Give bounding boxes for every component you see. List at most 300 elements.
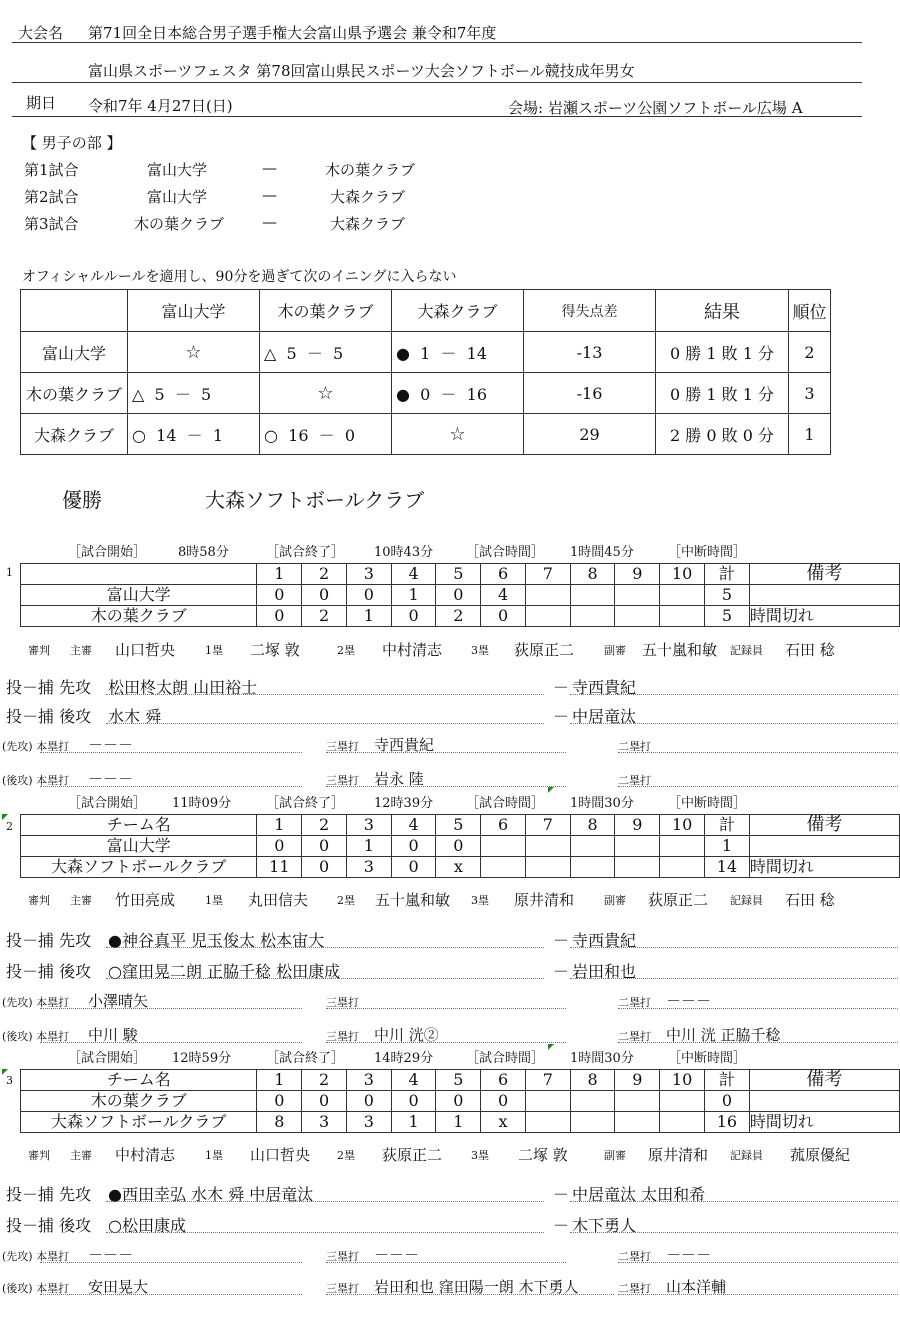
table-cell (570, 857, 615, 878)
table-cell (525, 857, 570, 878)
table-cell: 5 (705, 606, 750, 627)
table-cell: 14 (705, 857, 750, 878)
text-label: 三塁打 (326, 774, 359, 787)
table-cell: 0 (391, 836, 436, 857)
table-cell: 1 (257, 1070, 302, 1091)
text-label: 大森クラブ (330, 215, 406, 233)
text-label: 中川 洸 正脇千稔 (666, 1026, 781, 1044)
text-label: (先攻) 本塁打 (2, 996, 70, 1009)
text-label: ［試合時間］ (466, 796, 545, 811)
table-cell: 得失点差 (524, 290, 656, 332)
table-cell: 0 (705, 1091, 750, 1112)
table-cell: 4 (391, 815, 436, 836)
text-label: 岩田和也 (572, 962, 637, 981)
text-label: 中川 駿 (88, 1026, 138, 1044)
table-cell: ○ 14 － 1 (128, 414, 260, 455)
text-label: － (553, 707, 570, 726)
table-cell: 0 (302, 857, 347, 878)
table-cell: 木の葉クラブ (21, 606, 257, 627)
champion-team: 大森ソフトボールクラブ (205, 488, 425, 512)
table-cell: 備考 (749, 815, 899, 836)
text-label: 審判 (28, 644, 50, 657)
text-label: 荻原正二 (648, 891, 709, 909)
text-label: －－－ (374, 1246, 420, 1264)
text-label: 1塁 (205, 644, 223, 657)
text-label: 三塁打 (326, 1030, 359, 1043)
text-label: 木下勇人 (572, 1216, 637, 1235)
table-cell: 10 (660, 564, 705, 585)
table-cell (660, 1091, 705, 1112)
table-cell: 3 (346, 857, 391, 878)
table-cell: 0 (481, 1091, 526, 1112)
text-label: ［試合開始］ (68, 796, 147, 811)
scoreboard (20, 814, 900, 878)
text-label: ［中断時間］ (668, 1051, 747, 1066)
text-label: 岩田和也 窪田陽一朗 木下勇人 (374, 1278, 579, 1296)
standings-row (21, 414, 831, 455)
text-label: 原井清和 (648, 1146, 709, 1164)
table-cell: 計 (705, 815, 750, 836)
text-label: 中居竜汰 (572, 707, 637, 726)
table-cell: 29 (524, 414, 656, 455)
standings-table (20, 289, 831, 455)
text-label: 主審 (70, 1149, 92, 1162)
table-cell: 6 (481, 564, 526, 585)
table-cell: 0 (391, 857, 436, 878)
table-cell: チーム名 (21, 1070, 257, 1091)
text-label: 二塁打 (618, 1030, 651, 1043)
table-cell: 2 (302, 606, 347, 627)
text-label: 主審 (70, 894, 92, 907)
table-cell (660, 857, 705, 878)
scoreboard (20, 563, 900, 627)
table-cell (481, 857, 526, 878)
text-label: 3塁 (471, 644, 489, 657)
table-cell (525, 836, 570, 857)
table-cell: -13 (524, 332, 656, 373)
text-label: － (553, 1216, 570, 1235)
table-cell (525, 1112, 570, 1133)
text-label: 中川 洸② (374, 1026, 439, 1044)
division-title: 【 男子の部 】 (22, 134, 122, 152)
date-label: 期日 (26, 94, 57, 112)
table-cell: 3 (346, 1070, 391, 1091)
text-label: 大森クラブ (330, 188, 406, 206)
text-label: 菰原優紀 (790, 1146, 851, 1164)
text-label: 1時間45分 (570, 545, 634, 560)
text-label: 中居竜汰 太田和希 (572, 1185, 706, 1204)
table-cell: 0 勝 1 敗 1 分 (656, 332, 789, 373)
table-cell: 0 (346, 1091, 391, 1112)
table-cell: 0 (391, 606, 436, 627)
table-cell (570, 1091, 615, 1112)
text-label: 審判 (28, 894, 50, 907)
text-label: 副審 (604, 894, 626, 907)
score-row (21, 1112, 900, 1133)
table-cell: 0 勝 1 敗 1 分 (656, 373, 789, 414)
text-label: 二塁打 (618, 996, 651, 1009)
table-cell: 10 (660, 1070, 705, 1091)
text-label: 12時39分 (374, 796, 434, 811)
table-cell: 2 (302, 1070, 347, 1091)
text-label: － (553, 931, 570, 950)
text-label: ［試合開始］ (68, 545, 147, 560)
text-label: 富山大学 (147, 161, 208, 179)
text-label: 木の葉クラブ (134, 215, 225, 233)
score-row (21, 585, 900, 606)
table-cell (570, 606, 615, 627)
table-cell: 1 (346, 836, 391, 857)
table-cell: 0 (257, 585, 302, 606)
table-cell: 0 (436, 836, 481, 857)
table-cell: 時間切れ (749, 606, 899, 627)
text-label: 安田晃大 (88, 1278, 149, 1296)
table-cell: 木の葉クラブ (21, 373, 128, 414)
table-cell: 大森クラブ (21, 414, 128, 455)
table-cell: 1 (391, 1112, 436, 1133)
table-cell: 0 (257, 606, 302, 627)
text-label: 第1試合 (24, 161, 79, 179)
table-cell (615, 1091, 660, 1112)
table-cell: 2 (302, 815, 347, 836)
table-cell (525, 1091, 570, 1112)
text-label: (先攻) 本塁打 (2, 740, 70, 753)
table-cell: ○ 16 － 0 (260, 414, 392, 455)
table-cell: 6 (481, 1070, 526, 1091)
table-cell: 5 (436, 1070, 481, 1091)
table-cell (615, 585, 660, 606)
table-cell: 3 (346, 815, 391, 836)
table-cell: 0 (257, 836, 302, 857)
text-label: 二塁打 (618, 1282, 651, 1295)
text-label: 2塁 (337, 894, 355, 907)
text-label: 荻原正二 (382, 1146, 443, 1164)
table-cell: 4 (391, 564, 436, 585)
text-label: 記録員 (730, 1149, 763, 1162)
table-cell (660, 836, 705, 857)
tournament-line1: 第71回全日本総合男子選手権大会富山県予選会 兼令和7年度 (88, 24, 497, 42)
table-cell: ● 1 － 14 (392, 332, 524, 373)
table-cell: 順位 (789, 290, 831, 332)
text-label: 五十嵐和敏 (642, 641, 718, 659)
table-cell: ☆ (260, 373, 392, 414)
standings-row (21, 373, 831, 414)
table-cell (749, 836, 899, 857)
text-label: ○窪田晃二朗 正脇千稔 松田康成 (108, 962, 341, 981)
text-label: 寺西貴紀 (572, 931, 637, 950)
text-label: 丸田信夫 (248, 891, 309, 909)
table-cell: 1 (705, 836, 750, 857)
text-label: 水木 舜 (108, 707, 162, 726)
table-cell: 9 (615, 1070, 660, 1091)
text-label: 二塁打 (618, 774, 651, 787)
text-label: 山口哲央 (250, 1146, 311, 1164)
table-cell (21, 290, 128, 332)
text-label: 竹田亮成 (115, 891, 176, 909)
table-cell: 富山大学 (21, 836, 257, 857)
table-cell: 1 (257, 815, 302, 836)
table-cell (570, 585, 615, 606)
table-cell: 9 (615, 815, 660, 836)
text-label: － (553, 962, 570, 981)
table-cell: △ 5 － 5 (128, 373, 260, 414)
table-cell: 結果 (656, 290, 789, 332)
text-label: 山口哲央 (115, 641, 176, 659)
table-cell (615, 1112, 660, 1133)
table-cell: 3 (789, 373, 831, 414)
text-label: ●神谷真平 児玉俊太 松本宙大 (108, 931, 325, 950)
table-cell: 富山大学 (21, 585, 257, 606)
text-label: 小澤晴矢 (88, 992, 149, 1010)
text-label: 2塁 (337, 1149, 355, 1162)
text-label: 寺西貴紀 (572, 678, 637, 697)
table-cell: 2 (436, 606, 481, 627)
game-number: 1 (6, 566, 13, 579)
table-cell (749, 585, 899, 606)
table-cell: 1 (391, 585, 436, 606)
text-label: ［試合開始］ (68, 1051, 147, 1066)
table-cell: 5 (436, 815, 481, 836)
table-cell (660, 606, 705, 627)
text-label: 富山大学 (147, 188, 208, 206)
text-label: －－－ (88, 770, 134, 788)
table-cell: 6 (481, 815, 526, 836)
text-label: － (553, 678, 570, 697)
text-label: 12時59分 (172, 1051, 232, 1066)
text-label: 1時間30分 (570, 796, 634, 811)
scoreboard-header (21, 564, 900, 585)
text-label: 中村清志 (382, 641, 443, 659)
table-cell (615, 606, 660, 627)
score-row (21, 836, 900, 857)
table-cell: ☆ (392, 414, 524, 455)
table-cell (570, 836, 615, 857)
table-cell: 計 (705, 564, 750, 585)
text-label: ［中断時間］ (668, 545, 747, 560)
table-cell: 11 (257, 857, 302, 878)
table-cell: チーム名 (21, 815, 257, 836)
text-label: 三塁打 (326, 1250, 359, 1263)
text-label: 1時間30分 (570, 1051, 634, 1066)
standings-header (21, 290, 831, 332)
table-cell: 0 (257, 1091, 302, 1112)
table-cell: 1 (436, 1112, 481, 1133)
table-cell: 8 (257, 1112, 302, 1133)
table-cell: △ 5 － 5 (260, 332, 392, 373)
text-label: －－－ (88, 736, 134, 754)
text-label: 主審 (70, 644, 92, 657)
text-label: －－－ (666, 1246, 712, 1264)
table-cell: 7 (525, 1070, 570, 1091)
table-cell: 3 (346, 564, 391, 585)
table-cell: 大森ソフトボールクラブ (21, 1112, 257, 1133)
table-cell: ● 0 － 16 (392, 373, 524, 414)
text-label: 松田柊太朗 山田裕士 (108, 678, 258, 697)
text-label: 三塁打 (326, 1282, 359, 1295)
text-label: ［試合時間］ (466, 545, 545, 560)
table-cell: 1 (346, 606, 391, 627)
text-label: ［中断時間］ (668, 796, 747, 811)
text-label: 投－捕 後攻 (6, 1216, 92, 1235)
text-label: ［試合終了］ (266, 545, 345, 560)
score-row (21, 1091, 900, 1112)
scoreboard (20, 1069, 900, 1133)
champion-label: 優勝 (62, 488, 102, 512)
text-label: 11時09分 (172, 796, 232, 811)
score-row (21, 606, 900, 627)
table-cell: 大森ソフトボールクラブ (21, 857, 257, 878)
table-cell: 7 (525, 815, 570, 836)
date: 令和7年 4月27日(日) (88, 97, 233, 115)
table-cell: 0 (302, 1091, 347, 1112)
table-cell: x (481, 1112, 526, 1133)
table-cell: 2 勝 0 敗 0 分 (656, 414, 789, 455)
text-label: (後攻) 本塁打 (2, 774, 70, 787)
text-label: — (262, 186, 277, 204)
score-row (21, 857, 900, 878)
table-cell: 4 (481, 585, 526, 606)
table-cell (525, 585, 570, 606)
text-label: 10時43分 (374, 545, 434, 560)
table-cell: 8 (570, 564, 615, 585)
text-label: 寺西貴紀 (374, 736, 435, 754)
table-cell: 備考 (749, 564, 899, 585)
text-label: — (262, 213, 277, 231)
table-cell: 0 (436, 585, 481, 606)
table-cell (525, 606, 570, 627)
text-label: 3塁 (471, 1149, 489, 1162)
text-label: ○松田康成 (108, 1216, 186, 1235)
text-label: 山本洋輔 (666, 1278, 727, 1296)
scoreboard-header (21, 1070, 900, 1091)
text-label: 中村清志 (115, 1146, 176, 1164)
table-cell: 4 (391, 1070, 436, 1091)
text-label: 1塁 (205, 1149, 223, 1162)
text-label: 投－捕 先攻 (6, 1185, 92, 1204)
text-label: 投－捕 先攻 (6, 931, 92, 950)
table-cell: 木の葉クラブ (260, 290, 392, 332)
table-cell (615, 836, 660, 857)
table-cell: x (436, 857, 481, 878)
table-cell: 8 (570, 1070, 615, 1091)
tournament-line2: 富山県スポーツフェスタ 第78回富山県民スポーツ大会ソフトボール競技成年男女 (88, 62, 635, 80)
text-label: (先攻) 本塁打 (2, 1250, 70, 1263)
text-label: 石田 稔 (785, 641, 835, 659)
table-cell: 富山大学 (128, 290, 260, 332)
text-label: ［試合時間］ (466, 1051, 545, 1066)
table-cell: 大森クラブ (392, 290, 524, 332)
text-label: －－－ (666, 992, 712, 1010)
text-label: 投－捕 後攻 (6, 707, 92, 726)
text-label: 8時58分 (178, 545, 229, 560)
table-cell: 16 (705, 1112, 750, 1133)
table-cell: 9 (615, 564, 660, 585)
text-label: 副審 (604, 1149, 626, 1162)
standings-row (21, 332, 831, 373)
table-cell: 2 (302, 564, 347, 585)
table-cell: 7 (525, 564, 570, 585)
table-cell: 時間切れ (749, 857, 899, 878)
text-label: 五十嵐和敏 (375, 891, 451, 909)
table-cell (749, 1091, 899, 1112)
table-cell: 木の葉クラブ (21, 1091, 257, 1112)
table-cell: 10 (660, 815, 705, 836)
scoreboard-header (21, 815, 900, 836)
text-label: 二塁打 (618, 740, 651, 753)
table-cell (481, 836, 526, 857)
table-cell (660, 1112, 705, 1133)
text-label: 2塁 (337, 644, 355, 657)
venue: 会場: 岩瀬スポーツ公園ソフトボール広場 A (508, 99, 803, 117)
text-label: 3塁 (471, 894, 489, 907)
table-cell: 1 (789, 414, 831, 455)
table-cell: 0 (481, 606, 526, 627)
text-label: 二塁打 (618, 1250, 651, 1263)
table-cell: 0 (302, 836, 347, 857)
table-cell: 1 (257, 564, 302, 585)
text-label: 1塁 (205, 894, 223, 907)
text-label: (後攻) 本塁打 (2, 1030, 70, 1043)
text-label: 記録員 (730, 894, 763, 907)
game-number: 3 (6, 1074, 13, 1087)
text-label: 14時29分 (374, 1051, 434, 1066)
text-label: 第3試合 (24, 215, 79, 233)
table-cell: 3 (346, 1112, 391, 1133)
table-cell: 時間切れ (749, 1112, 899, 1133)
text-label: 投－捕 後攻 (6, 962, 92, 981)
table-cell: 備考 (749, 1070, 899, 1091)
table-cell: 0 (436, 1091, 481, 1112)
table-cell: ☆ (128, 332, 260, 373)
table-cell: 5 (705, 585, 750, 606)
table-cell (660, 585, 705, 606)
table-cell: 8 (570, 815, 615, 836)
table-cell: 富山大学 (21, 332, 128, 373)
table-cell (615, 857, 660, 878)
text-label: — (262, 159, 277, 177)
text-label: 投－捕 先攻 (6, 678, 92, 697)
table-cell: 3 (302, 1112, 347, 1133)
table-cell: 0 (302, 585, 347, 606)
table-cell: 2 (789, 332, 831, 373)
table-cell: 計 (705, 1070, 750, 1091)
tournament-label: 大会名 (18, 24, 64, 42)
text-label: ［試合終了］ (266, 1051, 345, 1066)
rule-note: オフィシャルルールを適用し、90分を過ぎて次のイニングに入らない (22, 269, 457, 285)
text-label: 木の葉クラブ (325, 161, 416, 179)
text-label: 二塚 敦 (250, 641, 300, 659)
game-number: 2 (6, 820, 13, 833)
text-label: 原井清和 (514, 891, 575, 909)
text-label: ●西田幸弘 水木 舜 中居竜汰 (108, 1185, 314, 1204)
text-label: 荻原正二 (514, 641, 575, 659)
table-cell: 5 (436, 564, 481, 585)
text-label: 二塚 敦 (518, 1146, 568, 1164)
text-label: 審判 (28, 1149, 50, 1162)
text-label: 岩永 陸 (374, 770, 424, 788)
text-label: 三塁打 (326, 740, 359, 753)
text-label: 第2試合 (24, 188, 79, 206)
table-cell (570, 1112, 615, 1133)
text-label: 記録員 (730, 644, 763, 657)
table-cell: -16 (524, 373, 656, 414)
text-label: (後攻) 本塁打 (2, 1282, 70, 1295)
text-label: ［試合終了］ (266, 796, 345, 811)
text-label: 石田 稔 (785, 891, 835, 909)
table-cell: 0 (391, 1091, 436, 1112)
text-label: － (553, 1185, 570, 1204)
text-label: －－－ (88, 1246, 134, 1264)
